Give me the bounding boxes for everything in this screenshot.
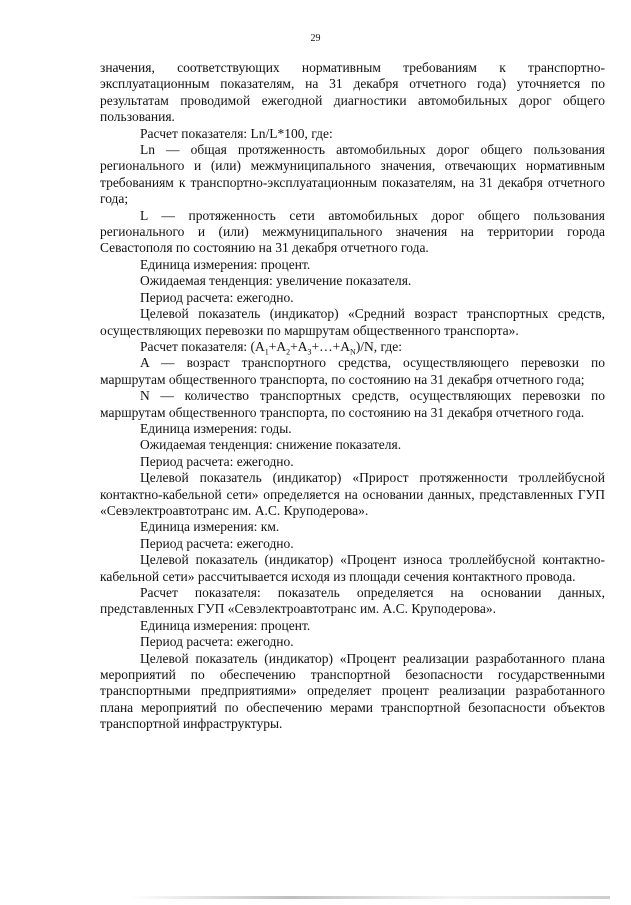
paragraph: Ожидаемая тенденция: снижение показателя. [140,437,402,453]
paragraph: Ln — общая протяженность автомобильных дорог общего пользования регионального и (или) межмуниципального значения, отвечающих нормативным требованиям к транспортно-эксплуатационным показателям, на 31 декабря отчетного года; [100,142,605,207]
paragraph: Целевой показатель (индикатор) «Процент реализации разработанного плана мероприятий по обеспечению транспортной безопасности государственными транспортными предприятиями» определяет процент реализации разработанного плана мероприятий по обеспечению мерами транспортной безопасности объектов транспортной инфраструктуры. [100,650,605,732]
formula-paragraph [100,339,605,355]
formula-part: +…+A [311,338,351,354]
formula-part: +A [290,338,308,354]
paragraph: Период расчета: ежегодно. [140,453,294,469]
paragraph: Целевой показатель (индикатор) «Средний возраст транспортных средств, осуществляющих перевозки по маршрутам общественного транспорта». [100,306,605,338]
paragraph: Единица измерения: процент. [140,256,311,272]
paragraph: значения, соответствующих нормативным требованиям к транспортно-эксплуатационным показателям, на 31 декабря отчетного года) уточняется по результатам проводимой ежегодной диагностики автомобильных дорог общего пользования. [100,60,605,125]
paragraph: Период расчета: ежегодно. [140,634,294,650]
paragraph: Целевой показатель (индикатор) «Процент износа троллейбусной контактно-кабельной сети» рассчитывается исходя из площади сечения контактного провода. [100,552,605,584]
formula-sub-2: 2 [286,347,291,357]
formula-sub-1: 1 [264,347,269,357]
paragraph: L — протяженность сети автомобильных дорог общего пользования регионального и (или) межмуниципального значения на территории города Севастополя по состоянию на 31 декабря отчетного года. [100,207,605,256]
paragraph: Целевой показатель (индикатор) «Прирост протяженности троллейбусной контактно-кабельной сети» определяется на основании данных, представленных ГУП «Севэлектроавтотранс им. А.С. Круподерова». [100,470,605,518]
formula-sub-n: N [350,347,356,357]
document-body [100,60,605,733]
formula-sub-3: 3 [307,347,312,357]
paragraph: Период расчета: ежегодно. [140,289,294,305]
paragraph: Единица измерения: км. [140,519,280,535]
paragraph: Расчет показателя: показатель определяется на основании данных, представленных ГУП «Севэлектроавтотранс им. А.С. Круподерова». [100,585,605,617]
paragraph: N — количество транспортных средств, осуществляющих перевозки по маршрутам общественного транспорта, по состоянию на 31 декабря отчетного года. [100,388,605,420]
paragraph: Расчет показателя: Ln/L*100, где: [140,125,333,141]
formula-suffix: )/N, где: [355,338,403,354]
paragraph: Единица измерения: годы. [140,420,292,436]
paragraph: A — возраст транспортного средства, осуществляющего перевозки по маршрутам общественного транспорта, по состоянию на 31 декабря отчетного года; [100,355,605,387]
scan-artifact [130,896,610,899]
paragraph: Период расчета: ежегодно. [140,535,294,551]
formula-prefix: Расчет показателя: (A [140,338,265,354]
page-number: 29 [310,33,321,44]
paragraph: Ожидаемая тенденция: увеличение показателя. [140,273,412,289]
paragraph: Единица измерения: процент. [140,617,311,633]
formula-part: +A [268,338,287,354]
